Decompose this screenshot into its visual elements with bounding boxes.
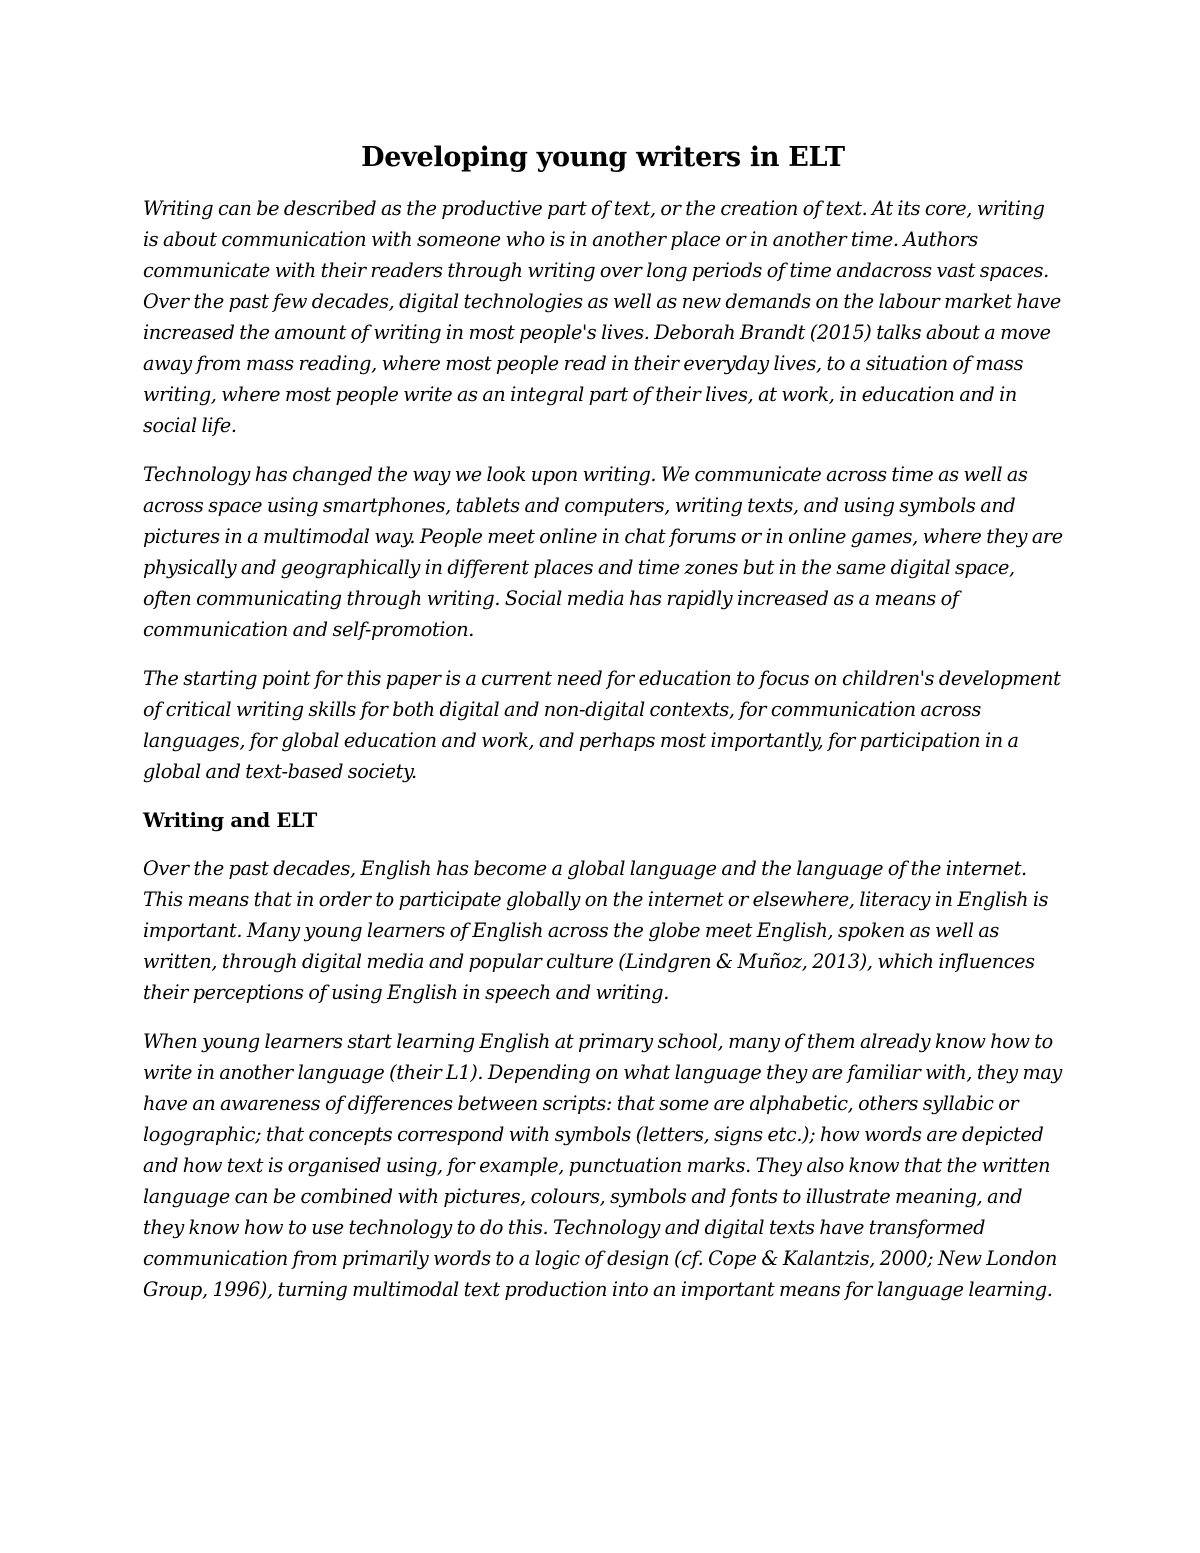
paragraph: Writing can be described as the productive part of text, or the creation of text. At its core, writing is about communication with someone who is in another place or in another time. Authors communicate with their readers through writing over long periods of time andacross vast spaces. Over the past few decades, digital technologies as well as new demands on the labour market have increased the amount of writing in most people's lives. Deborah Brandt (2015) talks about a move away from mass reading, where most people read in their everyday lives, to a situation of mass writing, where most people write as an integral part of their lives, at work, in education and in social life.: [143, 197, 1061, 438]
paragraph: The starting point for this paper is a current need for education to focus on children's development of critical writing skills for both digital and non-digital contexts, for communication across languages, for global education and work, and perhaps most importantly, for participation in a global and text-based society.: [143, 667, 1061, 784]
paragraph: Over the past decades, English has become a global language and the language of the internet. This means that in order to participate globally on the internet or elsewhere, literacy in English is important. Many young learners of English across the globe meet English, spoken as well as written, through digital media and popular culture (Lindgren & Muñoz, 2013), which influences their perceptions of using English in speech and writing.: [143, 857, 1049, 1005]
document-title: Developing young writers in ELT: [361, 142, 845, 173]
document-body: [143, 140, 1063, 1323]
paragraph: Technology has changed the way we look upon writing. We communicate across time as well as across space using smartphones, tablets and computers, writing texts, and using symbols and pictures in a multimodal way. People meet online in chat forums or in online games, where they are physically and geographically in different places and time zones but in the same digital space, often communicating through writing. Social media has rapidly increased as a means of communication and self-promotion.: [143, 463, 1063, 642]
section-heading: Writing and ELT: [143, 809, 317, 833]
paragraph: When young learners start learning English at primary school, many of them already know how to write in another language (their L1). Depending on what language they are familiar with, they may have an awareness of differences between scripts: that some are alphabetic, others syllabic or logographic; that concepts correspond with symbols (letters, signs etc.); how words are depicted and how text is organised using, for example, punctuation marks. They also know that the written language can be combined with pictures, colours, symbols and fonts to illustrate meaning, and they know how to use technology to do this. Technology and digital texts have transformed communication from primarily words to a logic of design (cf. Cope & Kalantzis, 2000; New London Group, 1996), turning multimodal text production into an important means for language learning.: [143, 1030, 1062, 1302]
